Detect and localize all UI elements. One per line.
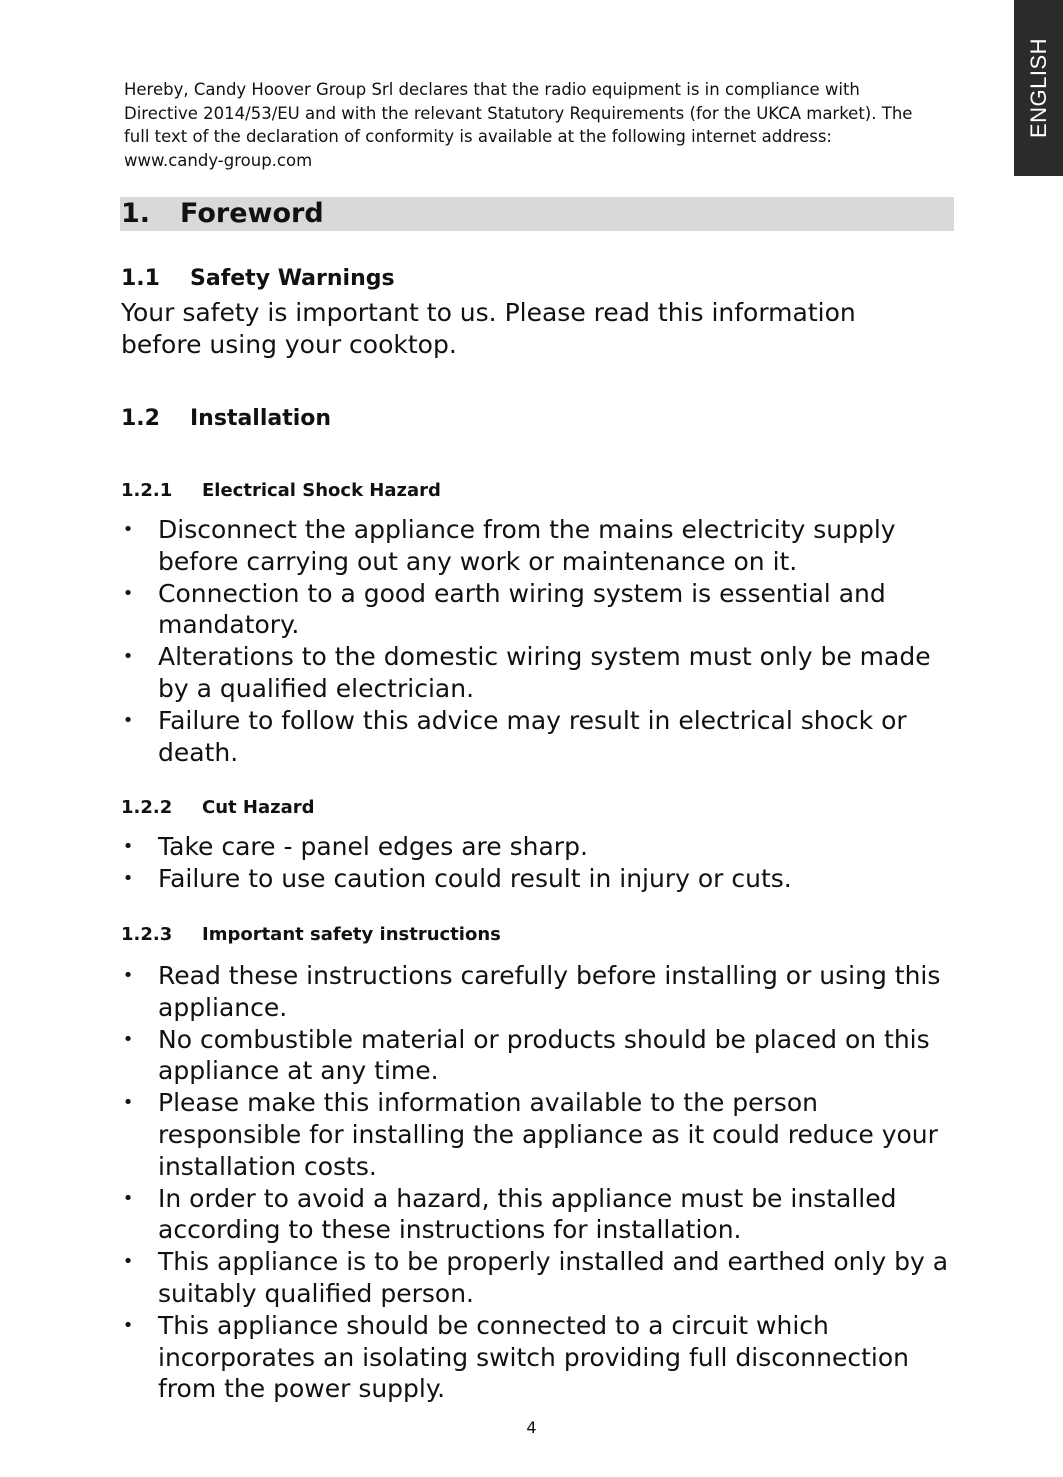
list-item bbox=[0, 1183, 958, 1247]
list-item bbox=[0, 1246, 958, 1310]
list-item-text: Alterations to the domestic wiring system must only be made by a qualified electrician. bbox=[158, 642, 931, 703]
subsection-1-2-3-title: Important safety instructions bbox=[202, 924, 501, 945]
list-item bbox=[0, 1310, 958, 1405]
subsection-1-2-2-number: 1.2.2 bbox=[121, 797, 173, 818]
list-item-text: Please make this information available to the person responsible for installing the appliance as it could reduce your installation costs. bbox=[158, 1088, 938, 1181]
language-tab-label: ENGLISH bbox=[1025, 37, 1051, 139]
bullet: • bbox=[122, 1092, 134, 1114]
subsection-1-2-1-title: Electrical Shock Hazard bbox=[202, 480, 441, 501]
list-item-text: Read these instructions carefully before installing or using this appliance. bbox=[158, 961, 941, 1022]
list-item-text: Connection to a good earth wiring system is essential and mandatory. bbox=[158, 578, 886, 640]
subsection-1-1-title: Safety Warnings bbox=[190, 266, 395, 291]
declaration-text: Hereby, Candy Hoover Group Srl declares that the radio equipment is in compliance with Directive 2014/53/EU and with the relevant Statutory Requirements (for the UKCA market). The full text of the declaration of conformity is available at the following internet address: www.candy-group.com bbox=[124, 80, 913, 171]
list-item-text: Take care - panel edges are sharp. bbox=[158, 832, 588, 861]
bullet: • bbox=[122, 1314, 134, 1336]
list-item-text: In order to avoid a hazard, this appliance must be installed according to these instructions for installation. bbox=[158, 1183, 897, 1245]
bullet: • bbox=[122, 519, 134, 540]
language-tab bbox=[1014, 0, 1063, 176]
bullet: • bbox=[122, 709, 134, 731]
list-item-text: Failure to use caution could result in injury or cuts. bbox=[158, 863, 792, 893]
bullet: • bbox=[122, 965, 134, 986]
bullet: • bbox=[122, 646, 134, 668]
list-item bbox=[0, 705, 958, 769]
bullet: • bbox=[122, 1251, 134, 1273]
safety-instructions-list bbox=[0, 960, 958, 1405]
list-item-text: Failure to follow this advice may result in electrical shock or death. bbox=[158, 705, 907, 767]
list-item-text: Disconnect the appliance from the mains electricity supply before carrying out any work or maintenance on it. bbox=[158, 515, 896, 576]
subsection-1-2-2-title: Cut Hazard bbox=[202, 797, 315, 818]
list-item bbox=[0, 641, 958, 705]
list-item bbox=[0, 863, 958, 895]
bullet: • bbox=[122, 836, 134, 857]
list-item-text: This appliance is to be properly installed and earthed only by a suitably qualified person. bbox=[158, 1247, 949, 1308]
section-title: Foreword bbox=[180, 198, 324, 229]
subsection-1-2-3-number: 1.2.3 bbox=[121, 924, 173, 945]
subsection-1-1-number: 1.1 bbox=[121, 266, 160, 291]
section-number: 1. bbox=[121, 198, 151, 229]
list-item bbox=[0, 514, 958, 578]
bullet: • bbox=[122, 582, 134, 604]
list-item-text: This appliance should be connected to a circuit which incorporates an isolating switch providing full disconnection from the power supply. bbox=[158, 1310, 910, 1404]
subsection-1-2-number: 1.2 bbox=[121, 406, 160, 431]
bullet: • bbox=[122, 867, 134, 889]
page-number: 4 bbox=[526, 1418, 537, 1437]
bullet: • bbox=[122, 1028, 134, 1050]
subsection-1-2-1-number: 1.2.1 bbox=[121, 480, 173, 501]
list-item bbox=[0, 831, 958, 863]
cut-hazard-list bbox=[0, 831, 958, 895]
list-item bbox=[0, 1087, 958, 1182]
list-item-text: No combustible material or products should be placed on this appliance at any time. bbox=[158, 1024, 930, 1086]
electrical-hazard-list bbox=[0, 514, 958, 768]
safety-intro-text: Your safety is important to us. Please read this information before using your cooktop. bbox=[121, 298, 856, 359]
bullet: • bbox=[122, 1187, 134, 1209]
list-item bbox=[0, 1024, 958, 1088]
list-item bbox=[0, 960, 958, 1024]
subsection-1-2-title: Installation bbox=[190, 406, 332, 431]
list-item bbox=[0, 578, 958, 642]
